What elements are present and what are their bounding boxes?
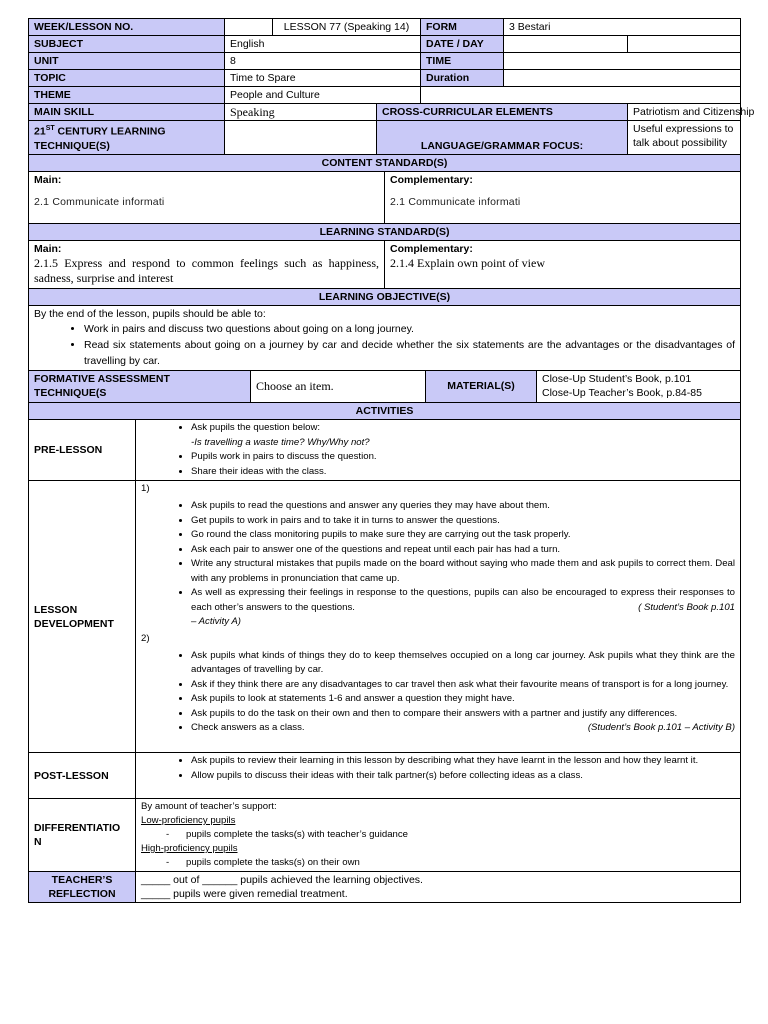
duration-label: Duration bbox=[421, 70, 504, 87]
development-item[interactable]: • Go round the class monitoring pupils to make sure they are carrying out the task properly. bbox=[191, 528, 735, 543]
assessment-table bbox=[28, 371, 741, 404]
post-lesson-item[interactable]: • Allow pupils to discuss their ideas with their talk partner(s) before collecting ideas as a class. bbox=[191, 769, 735, 784]
week-value[interactable] bbox=[225, 19, 273, 36]
content-standard-title: CONTENT STANDARD(S) bbox=[29, 155, 741, 172]
content-standard-table bbox=[28, 155, 741, 371]
header-table bbox=[28, 18, 755, 155]
development-item[interactable]: • Get pupils to work in pairs and to take it in turns to answer the questions. bbox=[191, 514, 735, 529]
content-main-label: Main: bbox=[34, 173, 62, 186]
time-value[interactable] bbox=[504, 53, 741, 70]
post-lesson-body bbox=[136, 753, 741, 799]
form-label: FORM bbox=[421, 19, 504, 36]
unit-label: UNIT bbox=[29, 53, 225, 70]
teacher-reflection-label: TEACHER’S REFLECTION bbox=[29, 872, 136, 903]
learning-main-label: Main: bbox=[34, 242, 62, 255]
step-number: 2) bbox=[141, 632, 150, 644]
learning-comp bbox=[385, 240, 741, 288]
development-item[interactable]: • As well as expressing their feelings in response to the questions, pupils can also be encouraged to express their responses to each other’s answers to the questions. ( Student’s Book p.101 – Activity A) bbox=[191, 586, 735, 630]
topic-label: TOPIC bbox=[29, 70, 225, 87]
activity-reference: – Activity A) bbox=[191, 616, 241, 627]
cross-curricular-value[interactable]: Patriotism and Citizenship bbox=[628, 104, 741, 121]
development-item[interactable]: • Ask each pair to answer one of the questions and repeat until each pair has had a turn. bbox=[191, 543, 735, 558]
week-label: WEEK/LESSON NO. bbox=[29, 19, 225, 36]
activities-title: ACTIVITIES bbox=[29, 403, 741, 420]
learning-comp-label: Complementary: bbox=[390, 242, 473, 255]
lesson-value[interactable]: LESSON 77 (Speaking 14) bbox=[273, 19, 421, 36]
subject-label: SUBJECT bbox=[29, 36, 225, 53]
learning-technique-value[interactable] bbox=[225, 121, 377, 155]
materials-value[interactable] bbox=[537, 371, 741, 403]
learning-comp-value[interactable]: 2.1.4 Explain own point of view bbox=[390, 255, 545, 270]
activity-reference: ( Student’s Book p.101 bbox=[638, 601, 736, 613]
unit-value[interactable]: 8 bbox=[225, 53, 421, 70]
learning-main-value[interactable]: 2.1.5 Express and respond to common feelings such as happiness, sadness, surprise and interest bbox=[34, 255, 379, 285]
main-skill-label: MAIN SKILL bbox=[29, 104, 225, 121]
content-comp bbox=[385, 171, 741, 223]
post-lesson-label: POST-LESSON bbox=[29, 753, 136, 799]
low-proficiency-heading: Low-proficiency pupils bbox=[141, 815, 236, 826]
grammar-focus-value[interactable]: Useful expressions to talk about possibility bbox=[628, 121, 741, 155]
lesson-plan bbox=[28, 18, 755, 903]
learning-objective-title: LEARNING OBJECTIVE(S) bbox=[29, 288, 741, 305]
theme-value[interactable]: People and Culture bbox=[225, 87, 421, 104]
differentiation-body bbox=[136, 799, 741, 872]
pre-lesson-label: PRE-LESSON bbox=[29, 420, 136, 481]
pre-lesson-question: -Is travelling a waste time? Why/Why not? bbox=[191, 436, 370, 448]
objective-intro: By the end of the lesson, pupils should be able to: bbox=[34, 307, 266, 320]
theme-label: THEME bbox=[29, 87, 225, 104]
activity-reference: (Student’s Book p.101 – Activity B) bbox=[587, 722, 736, 733]
topic-value[interactable]: Time to Spare bbox=[225, 70, 421, 87]
lesson-development-body bbox=[136, 481, 741, 753]
differentiation-intro: By amount of teacher’s support: bbox=[141, 801, 277, 812]
subject-value[interactable]: English bbox=[225, 36, 421, 53]
development-item[interactable]: • Ask pupils what kinds of things they do to keep themselves occupied on a long car journey. Ask pupils what they think are the advantages of travelling by car. bbox=[191, 649, 735, 678]
development-item[interactable]: • Ask pupils to read the questions and answer any queries they may have about them. bbox=[191, 499, 735, 514]
reflection-line[interactable]: _____ pupils were given remedial treatment. bbox=[141, 888, 348, 900]
assessment-dropdown[interactable]: Choose an item. bbox=[251, 371, 426, 403]
date-label: DATE / DAY bbox=[421, 36, 504, 53]
pre-lesson-body bbox=[136, 420, 741, 481]
grammar-focus-label: LANGUAGE/GRAMMAR FOCUS: bbox=[377, 121, 628, 155]
objective-item[interactable]: • Read six statements about going on a journey by car and decide whether the six statements are the advantages or the disadvantages of travelling by car. bbox=[84, 337, 735, 369]
development-item[interactable]: • Ask pupils to do the task on their own and then to compare their answers with a partner and justify any differences. bbox=[191, 707, 735, 722]
main-skill-value[interactable]: Speaking bbox=[225, 104, 377, 121]
objective-item[interactable]: • Work in pairs and discuss two questions about going on a long journey. bbox=[84, 321, 735, 337]
time-label: TIME bbox=[421, 53, 504, 70]
learning-main bbox=[29, 240, 385, 288]
learning-standard-title: LEARNING STANDARD(S) bbox=[29, 223, 741, 240]
material-item: Close-Up Student’s Book, p.101 bbox=[542, 372, 692, 385]
differentiation-label: DIFFERENTIATIO N bbox=[29, 799, 136, 872]
learning-technique-label: 21ST CENTURY LEARNING TECHNIQUE(S) bbox=[29, 121, 225, 155]
teacher-reflection-body bbox=[136, 872, 741, 903]
activities-table bbox=[28, 403, 741, 903]
step-number: 1) bbox=[141, 483, 150, 494]
theme-blank bbox=[421, 87, 741, 104]
high-proficiency-heading: High-proficiency pupils bbox=[141, 843, 238, 854]
development-item[interactable]: • Check answers as a class. (Student’s Book p.101 – Activity B) bbox=[191, 721, 735, 736]
content-comp-label: Complementary: bbox=[390, 173, 473, 186]
development-item[interactable]: • Write any structural mistakes that pupils made on the board without saying who made them and ask pupils to correct them. Deal with any problems in pronunciation that came up. bbox=[191, 557, 735, 586]
pre-lesson-item[interactable]: • Ask pupils the question below: -Is travelling a waste time? Why/Why not? bbox=[191, 421, 735, 450]
pre-lesson-item[interactable]: • Pupils work in pairs to discuss the question. bbox=[191, 450, 735, 465]
post-lesson-item[interactable]: • Ask pupils to review their learning in this lesson by describing what they have learnt in the lesson and how they learnt it. bbox=[191, 754, 735, 769]
development-item[interactable]: • Ask if they think there are any disadvantages to car travel then ask what their favourite means of transport is for a long journey. bbox=[191, 678, 735, 693]
assessment-label: FORMATIVE ASSESSMENT TECHNIQUE(S bbox=[29, 371, 251, 403]
pre-lesson-item[interactable]: • Share their ideas with the class. bbox=[191, 465, 735, 480]
form-value[interactable]: 3 Bestari bbox=[504, 19, 741, 36]
high-proficiency-item[interactable]: - pupils complete the tasks(s) on their own bbox=[141, 856, 735, 870]
day-value[interactable] bbox=[628, 36, 741, 53]
reflection-line[interactable]: _____ out of ______ pupils achieved the learning objectives. bbox=[141, 874, 423, 886]
content-comp-value[interactable]: 2.1 Communicate informati bbox=[390, 195, 521, 208]
material-item: Close-Up Teacher’s Book, p.84-85 bbox=[542, 386, 702, 399]
development-item[interactable]: • Ask pupils to look at statements 1-6 and answer a question they might have. bbox=[191, 692, 735, 707]
learning-objective-body bbox=[29, 305, 741, 370]
content-main-value[interactable]: 2.1 Communicate informati bbox=[34, 195, 165, 208]
low-proficiency-item[interactable]: - pupils complete the tasks(s) with teacher’s guidance bbox=[141, 828, 735, 842]
content-main bbox=[29, 171, 385, 223]
lesson-development-label: LESSON DEVELOPMENT bbox=[29, 481, 136, 753]
cross-curricular-label: CROSS-CURRICULAR ELEMENTS bbox=[377, 104, 628, 121]
date-value[interactable] bbox=[504, 36, 628, 53]
duration-value[interactable] bbox=[504, 70, 741, 87]
materials-label: MATERIAL(S) bbox=[426, 371, 537, 403]
